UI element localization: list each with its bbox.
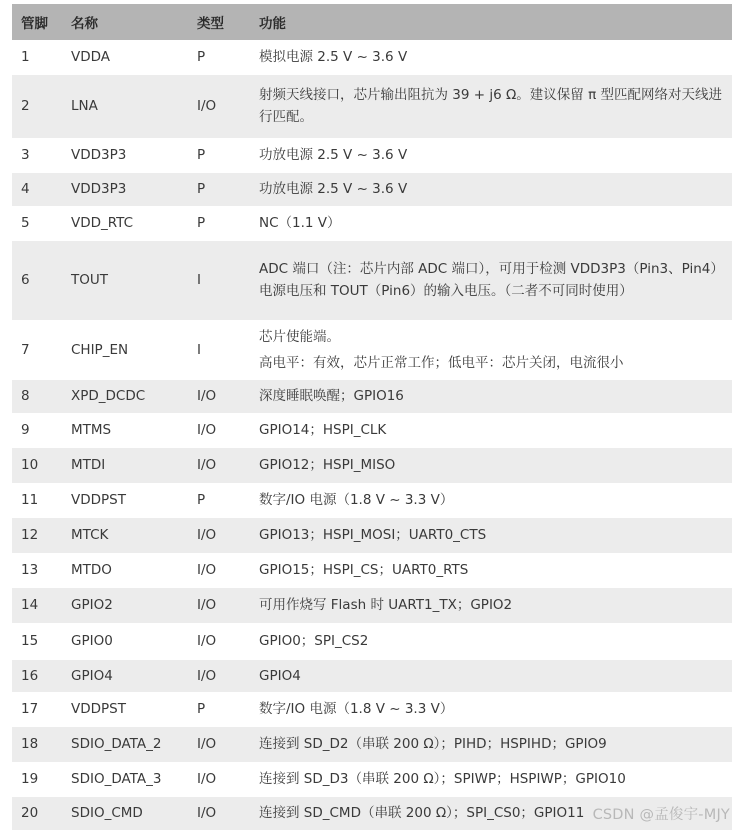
name-cell: MTCK (62, 517, 188, 553)
function-cell (250, 138, 732, 172)
function-text: 数字/IO 电源（1.8 V ~ 3.3 V） (259, 701, 454, 717)
header-pin: 管脚 (12, 4, 62, 40)
function-cell (250, 172, 732, 206)
pin-cell: 19 (12, 762, 62, 796)
function-text: 芯片使能端。 (259, 328, 340, 345)
table-row (12, 40, 732, 74)
type-cell: I/O (188, 726, 250, 762)
name-cell: GPIO0 (62, 623, 188, 659)
function-text: 射频天线接口，芯片输出阻抗为 39 + j6 Ω。建议保留 π 型匹配网络对天线进行匹配。 (259, 87, 723, 125)
name-cell: SDIO_DATA_2 (62, 726, 188, 762)
name-cell: VDDA (62, 40, 188, 74)
pin-cell: 9 (12, 413, 62, 447)
name-cell: LNA (62, 74, 188, 138)
function-text: 模拟电源 2.5 V ~ 3.6 V (259, 48, 408, 65)
function-text: GPIO12；HSPI_MISO (259, 457, 396, 473)
type-cell: I/O (188, 74, 250, 138)
type-cell: P (188, 40, 250, 74)
type-cell: I/O (188, 413, 250, 447)
pin-cell: 17 (12, 692, 62, 726)
function-text: GPIO15；HSPI_CS；UART0_RTS (259, 562, 469, 578)
table-row (12, 692, 732, 726)
name-cell: VDD_RTC (62, 206, 188, 240)
function-text: 功放电源 2.5 V ~ 3.6 V (259, 181, 408, 197)
type-cell: I (188, 240, 250, 320)
type-cell: P (188, 692, 250, 726)
pin-cell: 15 (12, 623, 62, 659)
function-text-line2: 高电平：有效，芯片正常工作；低电平：芯片关闭，电流很小 (259, 354, 624, 371)
type-cell: I/O (188, 659, 250, 692)
function-text: 连接到 SD_D3（串联 200 Ω）；SPIWP；HSPIWP；GPIO10 (259, 771, 626, 787)
type-cell: I/O (188, 447, 250, 483)
pin-cell: 13 (12, 553, 62, 587)
function-cell (250, 659, 732, 692)
table-row (12, 138, 732, 172)
function-text: GPIO4 (259, 667, 301, 684)
type-cell: I/O (188, 762, 250, 796)
table-row (12, 320, 732, 379)
name-cell: MTMS (62, 413, 188, 447)
header-function: 功能 (250, 4, 732, 40)
name-cell: MTDI (62, 447, 188, 483)
name-cell: VDDPST (62, 692, 188, 726)
type-cell: I/O (188, 553, 250, 587)
name-cell: XPD_DCDC (62, 379, 188, 413)
header-type: 类型 (188, 4, 250, 40)
type-cell: P (188, 172, 250, 206)
name-cell: SDIO_CMD (62, 796, 188, 830)
function-cell (250, 762, 732, 796)
pin-cell: 11 (12, 483, 62, 517)
function-cell (250, 623, 732, 659)
pin-cell: 12 (12, 517, 62, 553)
pin-cell: 18 (12, 726, 62, 762)
name-cell: SDIO_DATA_3 (62, 762, 188, 796)
name-cell: TOUT (62, 240, 188, 320)
watermark: CSDN @孟俊宇-MJY (592, 807, 730, 823)
name-cell: VDD3P3 (62, 172, 188, 206)
pin-table (12, 4, 732, 831)
pin-cell: 6 (12, 240, 62, 320)
function-text: 深度睡眠唤醒；GPIO16 (259, 388, 404, 404)
table-row (12, 206, 732, 240)
table-row (12, 517, 732, 553)
function-cell (250, 74, 732, 138)
function-cell (250, 413, 732, 447)
function-cell (250, 517, 732, 553)
type-cell: P (188, 138, 250, 172)
type-cell: I/O (188, 796, 250, 830)
table-row (12, 553, 732, 587)
table-row (12, 726, 732, 762)
type-cell: I (188, 320, 250, 379)
function-text: 数字/IO 电源（1.8 V ~ 3.3 V） (259, 492, 454, 508)
type-cell: P (188, 206, 250, 240)
table-body (12, 40, 732, 830)
function-cell (250, 692, 732, 726)
name-cell: CHIP_EN (62, 320, 188, 379)
header-name: 名称 (62, 4, 188, 40)
function-text: GPIO14；HSPI_CLK (259, 422, 387, 438)
table-row (12, 379, 732, 413)
function-text: GPIO13；HSPI_MOSI；UART0_CTS (259, 527, 487, 543)
table-row (12, 762, 732, 796)
table-row (12, 483, 732, 517)
function-cell (250, 320, 732, 379)
table-row (12, 587, 732, 623)
pin-cell: 5 (12, 206, 62, 240)
pin-cell: 1 (12, 40, 62, 74)
table-row (12, 413, 732, 447)
type-cell: I/O (188, 587, 250, 623)
function-text: NC（1.1 V） (259, 215, 341, 231)
table-row (12, 172, 732, 206)
function-cell (250, 240, 732, 320)
table-row (12, 623, 732, 659)
function-text: GPIO0；SPI_CS2 (259, 633, 369, 649)
pin-cell: 14 (12, 587, 62, 623)
pin-cell: 20 (12, 796, 62, 830)
function-cell (250, 206, 732, 240)
name-cell: VDD3P3 (62, 138, 188, 172)
function-text: ADC 端口（注：芯片内部 ADC 端口），可用于检测 VDD3P3（Pin3、Pin4）电源电压和 TOUT（Pin6）的输入电压。（二者不可同时使用） (259, 261, 718, 299)
table-row (12, 240, 732, 320)
pin-cell: 3 (12, 138, 62, 172)
table-row (12, 659, 732, 692)
name-cell: MTDO (62, 553, 188, 587)
pin-cell: 8 (12, 379, 62, 413)
type-cell: P (188, 483, 250, 517)
function-cell (250, 553, 732, 587)
function-text: 连接到 SD_CMD（串联 200 Ω）；SPI_CS0；GPIO11 (259, 805, 585, 821)
table-row (12, 74, 732, 138)
pin-cell: 2 (12, 74, 62, 138)
name-cell: GPIO4 (62, 659, 188, 692)
function-cell (250, 587, 732, 623)
type-cell: I/O (188, 379, 250, 413)
function-cell (250, 379, 732, 413)
name-cell: GPIO2 (62, 587, 188, 623)
pin-cell: 16 (12, 659, 62, 692)
function-cell (250, 447, 732, 483)
function-cell (250, 40, 732, 74)
function-text: 连接到 SD_D2（串联 200 Ω）；PIHD；HSPIHD；GPIO9 (259, 736, 607, 752)
type-cell: I/O (188, 517, 250, 553)
pin-cell: 4 (12, 172, 62, 206)
function-cell (250, 726, 732, 762)
type-cell: I/O (188, 623, 250, 659)
function-text: 可用作烧写 Flash 时 UART1_TX；GPIO2 (259, 597, 513, 613)
name-cell: VDDPST (62, 483, 188, 517)
table-header-row (12, 4, 732, 40)
pin-cell: 7 (12, 320, 62, 379)
table-row (12, 447, 732, 483)
function-text: 功放电源 2.5 V ~ 3.6 V (259, 147, 408, 163)
pin-cell: 10 (12, 447, 62, 483)
function-cell (250, 483, 732, 517)
